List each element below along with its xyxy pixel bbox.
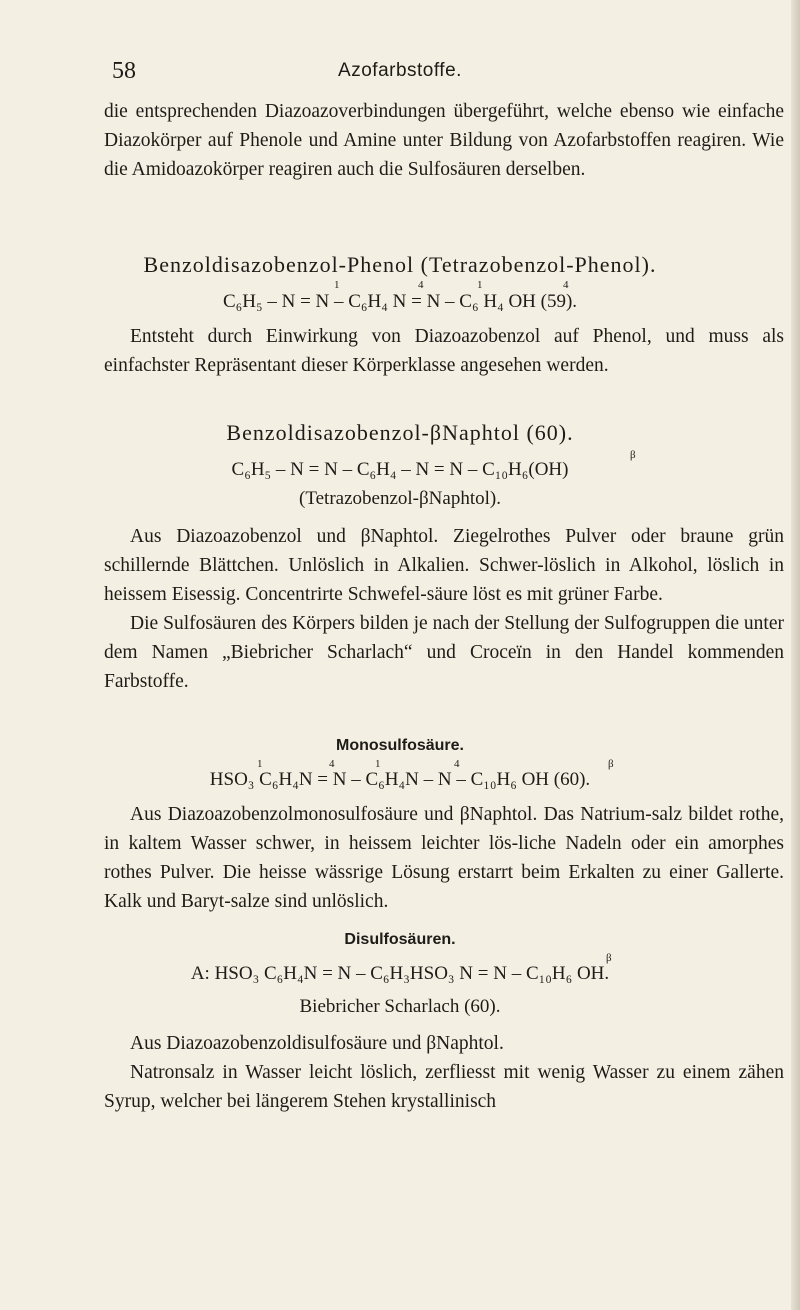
position-mark: 4 bbox=[454, 758, 460, 770]
position-mark: 4 bbox=[418, 279, 424, 291]
beta-mark: β bbox=[630, 449, 636, 461]
position-mark: 4 bbox=[329, 758, 335, 770]
section2-formula: C₆H₅ – N = N – C₆H₄ – N = N – C₁₀H₆(OH) bbox=[231, 459, 569, 480]
beta-mark: β bbox=[606, 952, 612, 964]
section1-text: Entsteht durch Einwirkung von Diazoazobenzol auf Phenol, und muss als einfachster Repräsentant dieser Körperklasse angesehen werden. bbox=[104, 326, 784, 376]
page-edge-shadow bbox=[791, 0, 800, 1310]
section4-text: Aus Diazoazobenzoldisulfosäure und βNaphtol. Natronsalz in Wasser leicht löslich, zerfliesst mit wenig Wasser zu einem zähen Syrup, welcher bei längerem Stehen krystallinisch bbox=[104, 1033, 784, 1112]
section2-heading: Benzoldisazobenzol-βNaphtol (60). bbox=[226, 420, 574, 445]
intro-paragraph: die entsprechenden Diazoazoverbindungen übergeführt, welche ebenso wie einfache Diazokörper auf Phenole und Amine unter Bildung von Azofarbstoffen reagiren. Wie die Amidoazokörper reagiren auch die Sulfosäuren derselben. bbox=[104, 101, 784, 180]
section4-caption: Biebricher Scharlach (60). bbox=[299, 996, 501, 1017]
section1-heading: Benzoldisazobenzol-Phenol (Tetrazobenzol-Phenol). bbox=[143, 252, 657, 277]
position-mark: 1 bbox=[334, 279, 340, 291]
section3-text: Aus Diazoazobenzolmonosulfosäure und βNaphtol. Das Natrium-salz bildet rothe, in kaltem Wasser schwer, in heissem leichter lös-liche Nadeln oder ein amorphes rothes Pulver. Die heisse wässrige Lösung erstarrt beim Erkalten zu einer Gallerte. Kalk und Baryt-salze sind unlöslich. bbox=[104, 804, 784, 912]
position-mark: 1 bbox=[375, 758, 381, 770]
section4-heading: Disulfosäuren. bbox=[344, 931, 456, 948]
section2-text: Aus Diazoazobenzol und βNaphtol. Ziegelrothes Pulver oder braune grün schillernde Blättchen. Unlöslich in Alkalien. Schwer-löslich in Alkohol, löslich in heissem Eisessig. Concentrirte Schwefel-säure löst es mit grüner Farbe. Die Sulfosäuren des Körpers bilden je nach der Stellung der Sulfogruppen die unter dem Namen „Biebricher Scharlach“ und Croceïn in den Handel kommenden Farbstoffe. bbox=[104, 526, 784, 692]
position-mark: 1 bbox=[477, 279, 483, 291]
section2-alt-name: (Tetrazobenzol-βNaphtol). bbox=[299, 488, 501, 509]
section3-formula: HSO₃ C₆H₄N = N – C₆H₄N – N – C₁₀H₆ OH (60). bbox=[209, 769, 591, 790]
section3-heading: Monosulfosäure. bbox=[335, 737, 464, 754]
position-mark: 4 bbox=[563, 279, 569, 291]
section4-formula: A: HSO₃ C₆H₄N = N – C₆H₃HSO₃ N = N – C₁₀H₆ OH. bbox=[190, 963, 610, 984]
page-number: 58 bbox=[112, 58, 136, 84]
running-title: Azofarbstoffe. bbox=[338, 60, 462, 81]
section1-formula: C₆H₅ – N = N – C₆H₄ N = N – C₆ H₄ OH (59). bbox=[222, 291, 578, 312]
position-mark: 1 bbox=[257, 758, 263, 770]
beta-mark: β bbox=[608, 758, 614, 770]
